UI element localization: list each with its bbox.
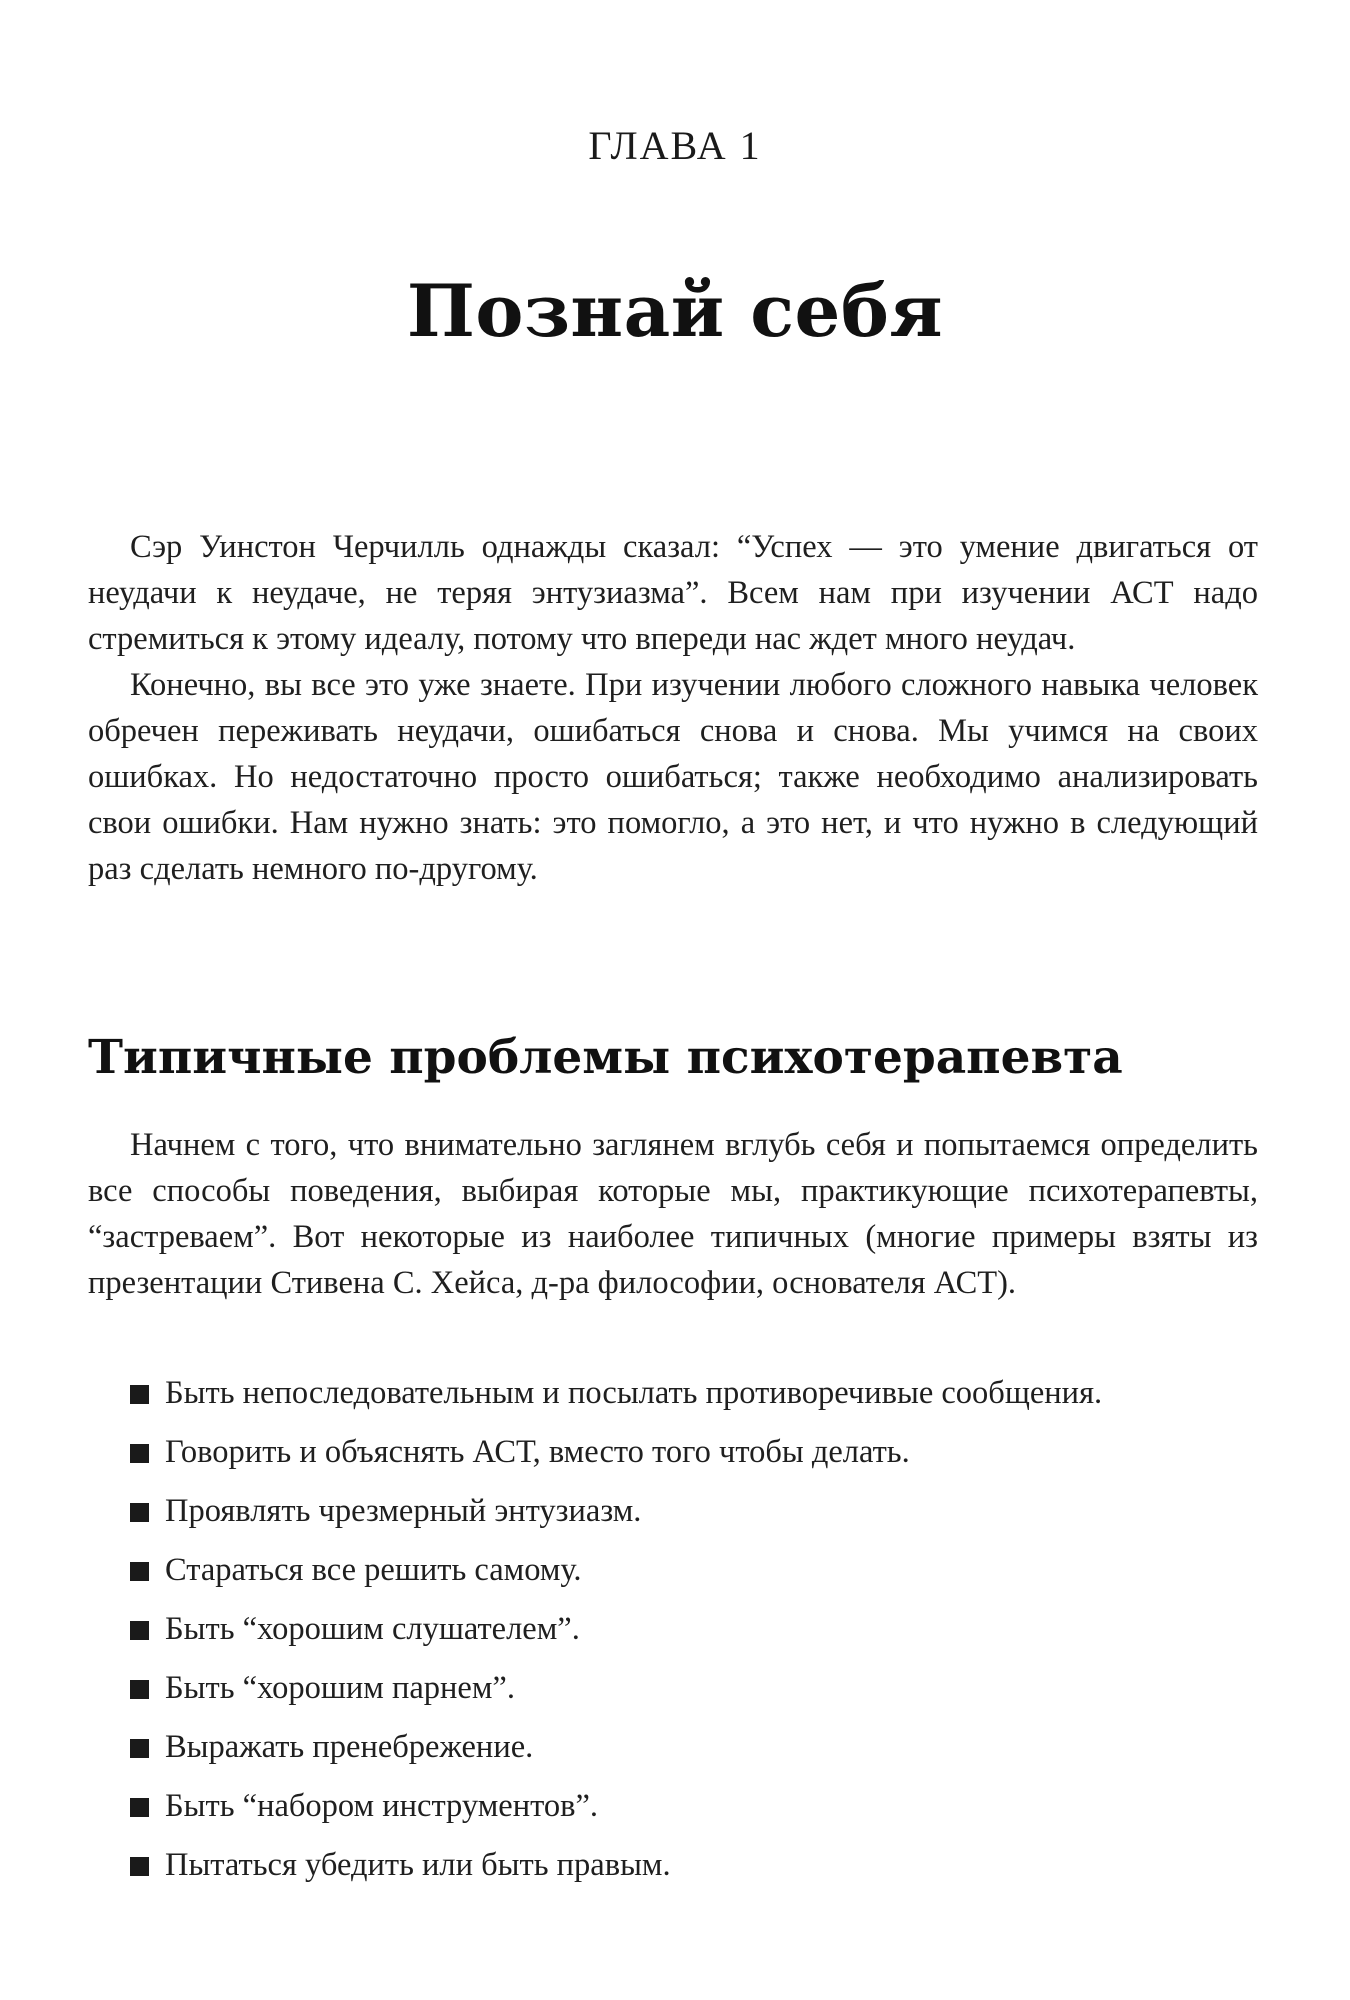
problem-list	[130, 1364, 1270, 1895]
square-bullet-icon	[130, 1503, 149, 1522]
list-item-text: Проявлять чрезмерный энтузиазм.	[165, 1493, 642, 1529]
list-item-text: Быть непоследовательным и посылать противоречивые сообщения.	[165, 1375, 1103, 1411]
list-item	[130, 1364, 1270, 1423]
square-bullet-icon	[130, 1385, 149, 1404]
list-item	[130, 1777, 1270, 1836]
intro-paragraph: Конечно, вы все это уже знаете. При изучении любого сложного навыка человек обречен переживать неудачи, ошибаться снова и снова. Мы учимся на своих ошибках. Но недостаточно просто ошибаться; также необходимо анализировать свои ошибки. Нам нужно знать: это помогло, а это нет, и что нужно в следующий раз сделать немного по-другому.	[88, 667, 1258, 887]
section-heading: Типичные проблемы психотерапевта	[88, 1030, 1123, 1085]
list-item-text: Выражать пренебрежение.	[165, 1729, 534, 1765]
chapter-label: ГЛАВА 1	[588, 123, 762, 168]
list-item	[130, 1659, 1270, 1718]
section-paragraph: Начнем с того, что внимательно заглянем вглубь себя и попытаемся определить все способы поведения, выбирая которые мы, практикующие психотерапевты, “застреваем”. Вот некоторые из наиболее типичных (многие примеры взяты из презентации Стивена С. Хейса, д-ра философии, основателя АСТ).	[88, 1127, 1258, 1301]
list-item-text: Быть “хорошим парнем”.	[165, 1670, 515, 1706]
list-item	[130, 1718, 1270, 1777]
list-item-text: Стараться все решить самому.	[165, 1552, 582, 1588]
list-item	[130, 1482, 1270, 1541]
list-item	[130, 1600, 1270, 1659]
section-text	[88, 1122, 1258, 1306]
list-item-text: Быть “хорошим слушателем”.	[165, 1611, 580, 1647]
list-item-text: Быть “набором инструментов”.	[165, 1788, 599, 1824]
list-item-text: Говорить и объяснять АСТ, вместо того чтобы делать.	[165, 1434, 910, 1470]
list-item	[130, 1836, 1270, 1895]
chapter-title: Познай себя	[406, 268, 944, 353]
square-bullet-icon	[130, 1798, 149, 1817]
square-bullet-icon	[130, 1562, 149, 1581]
intro-paragraph: Сэр Уинстон Черчилль однажды сказал: “Успех — это умение двигаться от неудачи к неудаче, не теряя энтузиазма”. Всем нам при изучении АСТ надо стремиться к этому идеалу, потому что впереди нас ждет много неудач.	[88, 529, 1258, 657]
list-item-text: Пытаться убедить или быть правым.	[165, 1847, 671, 1883]
square-bullet-icon	[130, 1739, 149, 1758]
list-item	[130, 1541, 1270, 1600]
list-item	[130, 1423, 1270, 1482]
square-bullet-icon	[130, 1444, 149, 1463]
square-bullet-icon	[130, 1680, 149, 1699]
square-bullet-icon	[130, 1857, 149, 1876]
square-bullet-icon	[130, 1621, 149, 1640]
intro-text	[88, 524, 1258, 892]
